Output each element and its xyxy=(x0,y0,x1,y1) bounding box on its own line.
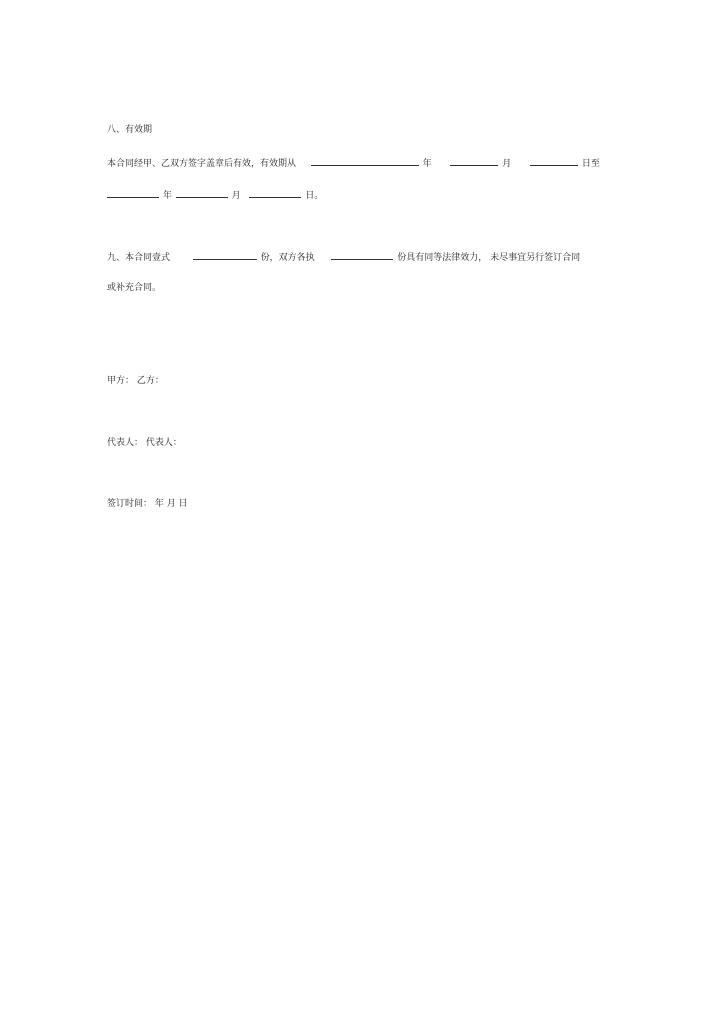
section-9-line-2 xyxy=(107,282,161,294)
each-party-copies-blank[interactable] xyxy=(331,250,393,260)
end-month-blank[interactable] xyxy=(176,188,228,198)
total-copies-blank[interactable] xyxy=(193,250,257,260)
party-signature-line xyxy=(107,375,164,387)
section-8-line-2 xyxy=(107,188,323,202)
section-9-line-1 xyxy=(107,250,580,264)
start-day-to-label: 日至 xyxy=(581,159,600,169)
copies-intro-text: 九、本合同壹式 xyxy=(107,253,171,263)
section-8-heading xyxy=(107,124,152,136)
party-labels: 甲方： 乙方： xyxy=(107,376,164,386)
signing-date-labels: 签订时间： 年 月 日 xyxy=(107,499,188,509)
validity-text: 本合同经甲、乙双方签字盖章后有效，有效期从 xyxy=(107,159,297,169)
start-month-blank[interactable] xyxy=(450,156,498,166)
end-day-blank[interactable] xyxy=(249,188,301,198)
signing-date-line xyxy=(107,498,188,510)
legal-effect-text: 份具有同等法律效力， 未尽事宜另行签订合同 xyxy=(397,253,581,263)
representative-line xyxy=(107,437,182,449)
section-8-heading-text: 八、有效期 xyxy=(107,125,153,135)
end-year-blank[interactable] xyxy=(107,188,159,198)
end-day-label: 日。 xyxy=(305,191,324,201)
section-8-line-1 xyxy=(107,156,600,170)
supplement-text: 或补充合同。 xyxy=(107,283,162,293)
start-year-label: 年 xyxy=(422,159,432,169)
copies-each-text: 份，双方各执 xyxy=(260,253,315,263)
end-year-label: 年 xyxy=(162,191,172,201)
start-year-blank[interactable] xyxy=(311,156,419,166)
start-day-blank[interactable] xyxy=(530,156,578,166)
representative-labels: 代表人： 代表人： xyxy=(107,438,182,448)
start-month-label: 月 xyxy=(502,159,512,169)
end-month-label: 月 xyxy=(231,191,241,201)
